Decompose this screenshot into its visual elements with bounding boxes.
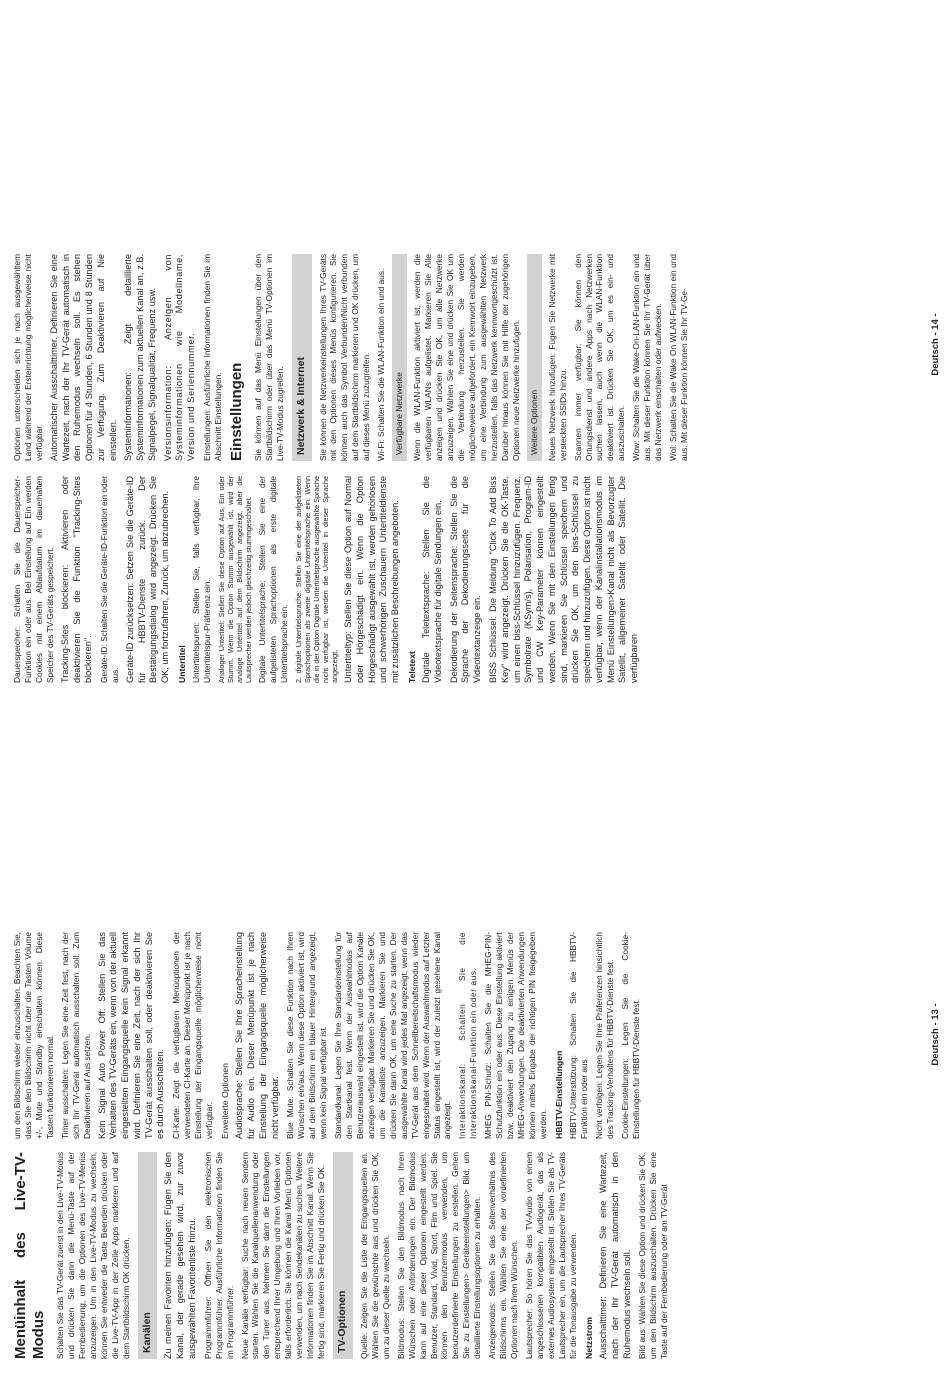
favoriten-paragraph: Zu meinen Favoriten hinzufügen: Fügen Sie den Kanal, der gerade gesehen wird, zur zuvor ausgewählten Favoritenliste hinzu. [163,1152,197,1359]
bild-aus-paragraph: Bild aus: Wählen Sie diese Option und drücken Sie OK, um den Bildschirm auszuschalten. Drücken Sie eine Taste auf der Fernbedienung oder am TV-Gerät [637,1152,670,1359]
dekodierung-paragraph: Dekodierung der Seitensprache: Stellen Sie die Sprache der Dekodierungsseite für die Videotextanzeige ein. [448,476,483,683]
versionsinfo-paragraph: Versionsinformation: Anzeigen von Systeminformationen wie Modellname, Version und Seriennummer. [162,254,197,461]
page-13-footer: Deutsch - 13 - [930,1003,941,1066]
netzstrom-heading: Netzstrom [583,1316,594,1359]
einstellungen-intro: Sie können auf das Menü Einstellungen über den Startbildschirm oder über das Menü TV-Optionen im Live-TV-Modus zugreifen. [252,254,285,461]
page14-column-1 [12,476,645,683]
digitale-teletextsprache-paragraph: Digitale Teletextsprache: Stellen Sie die Videotextsprache für digitale Sendungen ein. [421,476,443,683]
zweite-untertitelsprache-paragraph: 2. digitale Untertitelsprache: Stellen Sie eine der aufgelisteten Sprachoptionen als zweite digitale Untertitelsprache ein. Wenn die in der Option Digitale Untertitelsprache ausgewählte Sprache nicht verfügbar ist, werden die Untertitel in dieser Sprache angezeigt. [294,476,340,683]
anzeigemodus-paragraph: Anzeigemodus: Stellen Sie das Seitenverhältnis des Bildschirms ein. Wählen Sie eine der vordefinierten Optionen nach Ihren Wünschen. [487,1152,520,1359]
netzwerk-intro: Sie können die Netzwerkeinstellungen Ihres TV-Geräts mit den Optionen dieses Menüs konfigurieren. Sie können auch das Symbol Verbunden/Nicht verbunden auf dem Startbildschirm markieren und OK drücken, um auf dieses Menü zuzugreifen. [317,254,372,461]
section-bar-tv-optionen: TV-Optionen [333,1152,353,1359]
auto-ausschalttimer-paragraph: Automatischer Ausschalttimer. Definieren Sie eine Wartezeit, nach der Ihr TV-Gerät automatisch in den Ruhemodus wechseln soll. Es stehen Optionen für 4 Stunden, 6 Stunden und 8 Stunden zur Verfügung. Zum Deaktivieren auf Nie einstellen. [48,254,118,461]
section-bar-kanaele: Kanälen [138,1152,158,1359]
kein-signal-paragraph: Kein Signal Auto Power Off: Stellen Sie das Verhalten des TV-Geräts ein, wenn von der aktuell eingestellten Eingangsquelle kein Signal erkannt wird. Definieren Sie eine Zeit, nach der sich Ihr TV-Gerät ausschalten soll, oder deaktivieren Sie es durch Ausschalten. [96,932,166,1139]
tracking-paragraph: Tracking-Sites blockieren: Aktivieren oder deaktivieren Sie die Funktion "Tracking-Sites blockieren". [59,476,94,683]
section-title-live-tv: Menüinhalt des Live-TV-Modus [12,1152,47,1359]
page13-column-1 [12,1152,674,1359]
page-14 [0,0,950,689]
biss-paragraph: BISS Schlüssel: Die Meldung "Click To Add Biss Key" wird angezeigt. Drücken Sie die OK-Taste, um einen biss-Schlüssel hinzuzufügen. Frequenz, Symbolrate (KSym/s), Polarisation, Program-ID und CW Key-Parameter können eingestellt werden. Wenn Sie mit den Einstellungen fertig sind, markieren Sie Schlüssel speichern und drücken Sie OK, um den biss-Schlüssel zu speichern und hinzuzufügen. Diese Option ist nicht verfügbar, wenn der Kanalinstallationsmodus im Menü Einstellungen>Kanal nicht als Bevorzugter Satellit, allgemeiner Satellit oder Satellit. Die verfügbaren [488,476,640,683]
timer-ausschalten-paragraph: Timer ausschalten: Legen Sie eine Zeit fest, nach der sich Ihr TV-Gerät automatisch ausschalten soll. Zum Deaktivieren auf Aus setzen. [59,932,92,1139]
untertitel-heading: Untertitel [176,645,187,683]
hbbtv-paragraph: HBBTV-Unterstützung: Schalten Sie die HBBTV-Funktion ein oder aus. [568,932,590,1139]
wol-paragraph: Wol: Schalten Sie die Wake On WLAN-Funktion ein und aus. Mit dieser Funktion können Sie Ihr TV-Ge- [668,254,690,461]
blue-mute-paragraph: Blue Mute: Schalten Sie diese Funktion nach Ihren Wünschen ein/aus. Wenn diese Option aktiviert ist, wird auf dem Bildschirm ein blauer Hintergrund angezeigt, wenn kein Signal verfügbar ist. [285,932,329,1139]
section-title-einstellungen: Einstellungen [227,362,245,461]
untertitelspuren-paragraph: Untertitelspuren: Stellen Sie, falls verfügbar, Ihre Untertitelspur-Präferenz ein. [191,476,213,683]
wifi-paragraph: Wi-Fi: Schalten Sie die WLAN-Funktion ein und aus. [376,268,387,461]
analoger-untertitel-paragraph: Analoger Untertitel: Stellen Sie diese Option auf Aus, Ein oder Stumm. Wenn die Option Stumm ausgewählt ist, wird der analoge Untertitel auf dem Bildschirm angezeigt, aber die Lautsprecher werden jedoch gleichzeitig stummgeschaltet. [217,476,254,683]
page13-column-2 [12,932,646,1139]
systeminfo-paragraph: Systeminformationen: Zeigt detaillierte Systeminformationen zum aktuellen Kanal an, z.B. Signalpegel, Signalqualität, Frequenz usw. [123,254,157,461]
page-14-footer: Deutsch - 14 - [930,313,941,376]
audiosprache-paragraph: Audiosprache: Stellen Sie Ihre Spracheinstellung für Audio ein. Dieser Menüpunkt ist je nach Einstellung der Eingangsquelle möglicherweise nicht verfügbar. [234,932,280,1139]
biss-continued: Optionen unterscheiden sich je nach ausgewähltem Land während der Ersteinrichtung möglicherweise nicht verfügbar. [12,254,44,461]
ci-karte-paragraph: CI-Karte: Zeigt die verfügbaren Menüoptionen der verwendeten CI-Karte an. Dieser Menüpunkt ist je nach Einstellung der Eingangsquelle möglicherweise nicht verfügbar. [171,932,214,1139]
intro-paragraph: Schalten Sie das TV-Gerät zuerst in den Live-TV-Modus und drücken Sie dann die Menü-Taste auf der Fernbedienung, um die Optionen des Live-TV-Menüs anzuzeigen. Um in den Live-TV-Modus zu wechseln, können Sie entweder die Taste Beenden drücken oder die Live-TV-App in der Zeile Apps markieren und auf dem Startbildschirm OK drücken. [55,1152,131,1359]
programmfuehrer-paragraph: Programmführer: Öffnen Sie den elektronischen Programmführer. Ausführliche Informationen finden Sie im Programmführer. [202,1152,235,1359]
untertiteltyp-paragraph: Untertiteltyp: Stellen Sie diese Option auf Normal oder Hörgeschädigt ein. Wenn die Option Hörgeschädigt ausgewählt ist, werden gehörlosen und schwerhörigen Zuschauern Untertiteldienste mit zusätzlichen Beschreibungen angeboten. [343,476,401,683]
page-13 [0,690,950,1379]
geraete-id-paragraph: Geräte-ID: Schalten Sie die Geräte-ID-Funktion ein oder aus. [99,476,120,683]
cookie-paragraph: Cookie-Einstellungen: Legen Sie die Cookie-Einstellungen für HBBTV-Dienste fest. [619,932,641,1139]
mheg-paragraph: MHEG PIN-Schutz: Schalten Sie die MHEG-PIN-Schutzfunktion ein oder aus. Diese Einstellung aktiviert bzw. deaktiviert den Zugang zu einigen Menüs der MHEG-Anwendungen. Die deaktivierten Anwendungen können mittels Eingabe der richtigen PIN freigegeben werden. [483,932,548,1139]
neue-kanaele-paragraph: Neue Kanäle verfügbar: Suche nach neuen Sendern starten. Wählen Sie die Kanalquellenanwendung oder den Tuner aus. Nehmen Sie dann die Einstellungen entsprechend Ihrer Umgebung und Ihren Vorlieben vor, falls erforderlich. Sie können die Kanal Menü Optionen verwenden, um nach Sendekanälen zu suchen. Weitere Informationen finden Sie im Abschnitt Kanal. Wenn Sie fertig sind, markieren Sie Fertig und drücken Sie OK. [239,1152,327,1359]
bild-aus-continued: um den Bildschirm wieder einzuschalten. Beachten Sie, dass Sie den Bildschirm nicht über die Tasten Volume +/-, Mute und Standby einschalten können. Diese Tasten funktionieren normal. [12,932,55,1139]
standardkanal-paragraph: Standardkanal: Legen Sie Ihre Standardeinstellung für den Startkanal fest. Wenn der Auswahlmodus auf Benutzerauswahl eingestellt ist, wird die Option Kanäle anzeigen verfügbar. Markieren Sie und drücken Sie OK, um die Kanalliste anzuzeigen. Markieren Sie und drücken Sie dann OK, um eine Suche zu starten. Der ausgewählte Kanal wird jedes Mal angezeigt, wenn das TV-Gerät aus dem Schnellbereitschaftsmodus wieder eingeschaltet wird. Wenn der Auswahlmodus auf Letzter Status eingestellt ist, wird der zuletzt gesehene Kanal angezeigt. [333,932,453,1139]
teletext-heading: Teletext [406,651,417,683]
interaktionskanal-paragraph: Interaktionskanal: Schalten Sie die Interaktionskanal-Funktion ein oder aus. [457,932,479,1139]
digitale-untertitelsprache-paragraph: Digitale Untertitelsprache: Stellen Sie eine der aufgelisteten Sprachoptionen als erste digitale Untertitelsprache ein. [257,476,290,683]
verfuegbare-netzwerke-paragraph: Wenn die WLAN-Funktion aktiviert ist, werden die verfügbaren WLANs aufgelistet. Markieren Sie Alle anzeigen und drücken Sie OK, um alle Netzwerke anzuzeigen. Wählen Sie eine und drücken Sie OK um die Verbindung herzustellen. Sie werden möglicherweise aufgefordert, ein Kennwort einzugeben, um eine Verbindung zum ausgewählten Netzwerk herzustellen, falls das Netzwerk kennwortgeschützt ist. Darüber hinaus können Sie mit Hilfe der zugehörigen Optionen neue Netzwerke hinzufügen. [412,254,521,461]
wow-paragraph: Wow: Schalten Sie die Wake-On-LAN-Funktion ein und aus. Mit dieser Funktion können Sie Ihr TV-Gerät über das Netzwerk einschalten oder aufwecken. [631,254,664,461]
bildmodus-paragraph: Bildmodus: Stellen Sie den Bildmodus nach Ihren Wünschen oder Anforderungen ein. Der Bildmodus kann auf eine dieser Optionen eingestellt werden: Benutzer, Standard, Vivid, Sport, Film und Spiel. Sie können den Benutzermodus verwenden, um benutzerdefinierte Einstellungen zu erstellen. Gehen Sie zu Einstellungen> Geräteeinstellungen> Bild, um detaillierte Einstellungsoptionen zu erhalten. [395,1152,483,1359]
geraete-reset-paragraph: Geräte-ID zurücksetzen: Setzen Sie die Geräte-ID für HBBTV-Dienste zurück. Der Bestätigungsdialog wird angezeigt. Drücken Sie OK, um fortzufahren, Zurück, um abzubrechen. [124,476,171,683]
verfuegbare-netzwerke-bar: Verfügbare Netzwerke [392,254,407,461]
weitere-optionen-bar: Weitere Optionen [527,254,542,461]
nicht-verfolgen-paragraph: Nicht verfolgen: Legen Sie Ihre Präferenzen hinsichtlich des Tracking-Verhaltens für HBBTV-Dienste fest. [594,932,616,1139]
section-bar-netzwerk: Netzwerk & Internet [292,254,312,461]
erweiterte-optionen-heading: Erweiterte Optionen [219,1063,230,1139]
quelle-paragraph: Quelle: Zeigen Sie die Liste der Eingangsquellen an. Wählen Sie die gewünschte aus und drücken Sie OK, um zu dieser Quelle zu wechseln. [358,1152,391,1359]
einstellungen-line: Einstellungen: Ausführliche Informationen finden Sie im Abschnitt Einstellungen. [202,254,223,461]
dauerspeicher-paragraph: Dauerspeicher: Schalten Sie die Dauerspeicher-Funktion ein oder aus. Bei Einstellung auf Ein werden Cookies mit einem Ablaufdatum im dauerhaften Speicher des TV-Geräts gespeichert. [12,476,55,683]
ausschalttimer-paragraph: Ausschalttimer: Definieren Sie eine Wartezeit, nach der Ihr TV-Gerät automatisch in den Ruhemodus wechseln soll. [598,1152,632,1359]
page14-column-2 [12,254,694,461]
lautsprecher-paragraph: Lautsprecher: So hören Sie das TV-Audio von einem angeschlossenen kompatiblen Audiogerät, das als externes Audiosystem eingestellt ist. Stellen Sie als TV-Lautsprecher ein, um die Lautsprecher Ihres TV-Geräts für die Tonausgabe zu verwenden. [524,1152,578,1359]
neues-netzwerk-paragraph: Neues Netzwerk hinzufügen: Fügen Sie Netzwerke mit versteckten SSIDs hinzu. [546,254,568,461]
scannen-paragraph: Scannen immer verfügbar: Sie können den Ortungsdienst und andere Apps nach Netzwerken suchen lassen, auch wenn die WLAN-Funktion deaktiviert ist. Drücken Sie OK, um es ein- und auszuschalten. [572,254,627,461]
hbbtv-heading: HBBTV-Einstellungen [553,1050,564,1139]
